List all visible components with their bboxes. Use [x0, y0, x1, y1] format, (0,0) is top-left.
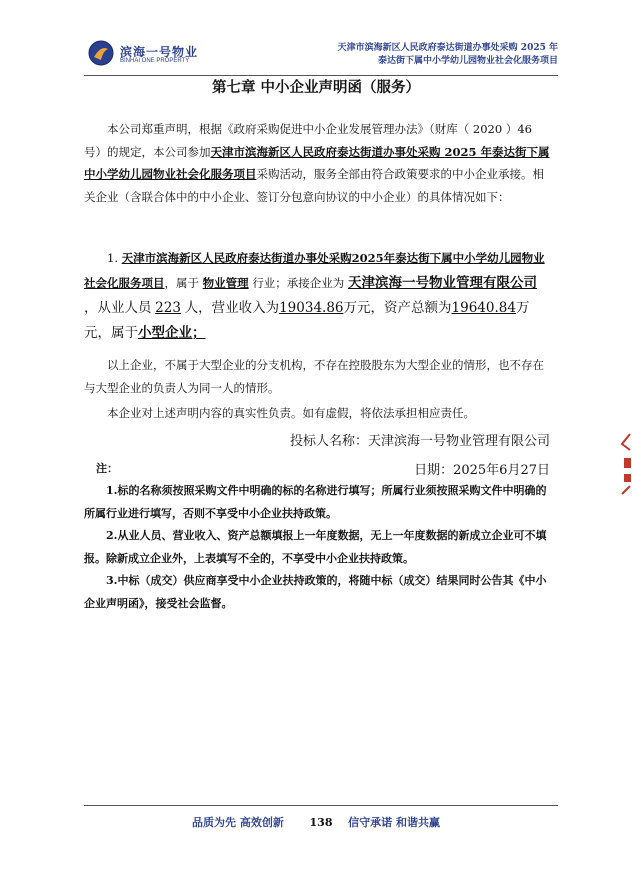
p4-text: 本企业对上述声明内容的真实性负责。如有虚假，将依法承担相应责任。 [107, 406, 475, 420]
page-title: 第七章 中小企业声明函（服务） [211, 79, 421, 96]
belongs-label: ，属于 [164, 276, 199, 290]
footer-slogan-right: 信守承诺 和谐共赢 [348, 816, 441, 829]
logo-name: 滨海一号物业 [120, 45, 199, 59]
notes-list [84, 480, 550, 615]
declaration-paragraph-4 [84, 402, 550, 425]
note-item-1: 1.标的名称须按照采购文件中明确的标的名称进行填写；所属行业须按照采购文件中明确的所属行业进行填写，否则不享受中小企业扶持政策。 [84, 484, 547, 520]
header-line-2: 泰达街下属中小学幼儿园物业社会化服务项目 [377, 56, 558, 66]
p3-text: 以上企业，不属于大型企业的分支机构，不存在控股股东为大型企业的情形，也不存在与大型企业的负责人为同一人的情形。 [84, 358, 544, 395]
page-header [84, 40, 558, 74]
header-line-1: 天津市滨海新区人民政府泰达街道办事处采购 2025 年 [337, 43, 558, 53]
seal-edge-mark [618, 430, 632, 500]
company-logo-icon [88, 40, 114, 66]
p1-project-name: 天津市滨海新区人民政府泰达街道办事处采购 2025 年泰达街下属中小学幼儿园物业社会化服务项目 [84, 144, 550, 181]
employees-label: ，从业人员 [84, 300, 152, 316]
p1-intro: 本公司郑重声明，根据《政府采购促进中小企业发展管理办法》（财库（ 2020 ）46 号）的规定，本公司参加 [84, 122, 532, 159]
page-footer [0, 814, 632, 830]
industry-value: 物业管理 [202, 276, 249, 290]
footer-divider [84, 805, 558, 806]
enterprise-type-value: 小型企业； [138, 325, 206, 341]
company-name-value: 天津滨海一号物业管理有限公司 [347, 275, 537, 291]
declaration-paragraph-3 [84, 354, 550, 399]
item-project-name: 天津市滨海新区人民政府泰达街道办事处采购2025年泰达街下属中小学幼儿园物业社会化服务项目 [84, 251, 545, 290]
declaration-date: 日期：2025年6月27日 [414, 463, 550, 478]
p1-rest: 采购活动，服务全部由符合政策要求的中小企业承接。相关企业（含联合体中的中小企业、签订分包意向协议的中小企业）的具体情况如下： [84, 167, 544, 204]
item-number: 1. [107, 251, 118, 265]
note-item-3: 3.中标（成交）供应商享受中小企业扶持政策的，将随中标（成交）结果同时公告其《中小企业声明函》，接受社会监督。 [84, 574, 547, 610]
declaration-paragraph-1 [84, 118, 550, 208]
bidder-name: 投标人名称：天津滨海一号物业管理有限公司 [289, 434, 550, 449]
type-label: 万元，属于 [84, 300, 530, 341]
footer-slogan-left: 品质为先 高效创新 [191, 816, 284, 829]
logo-english: BINHAI ONE PROPERTY [120, 58, 190, 64]
employees-value: 223 [155, 300, 181, 316]
revenue-value: 19034.86 [279, 300, 344, 316]
header-project [338, 42, 558, 68]
assets-value: 19640.84 [451, 300, 516, 316]
revenue-label: 人，营业收入为 [184, 300, 280, 316]
notes-heading: 注： [96, 462, 118, 475]
contractor-label: 行业；承接企业为 [252, 276, 345, 290]
page-number: 138 [309, 816, 333, 829]
assets-label: 万元，资产总额为 [343, 300, 452, 316]
note-item-2: 2.从业人员、营业收入、资产总额填报上一年度数据，无上一年度数据的新成立企业可不填报。除新成立企业外，上表填写不全的，不享受中小企业扶持政策。 [84, 529, 547, 565]
declaration-paragraph-2 [84, 246, 550, 346]
